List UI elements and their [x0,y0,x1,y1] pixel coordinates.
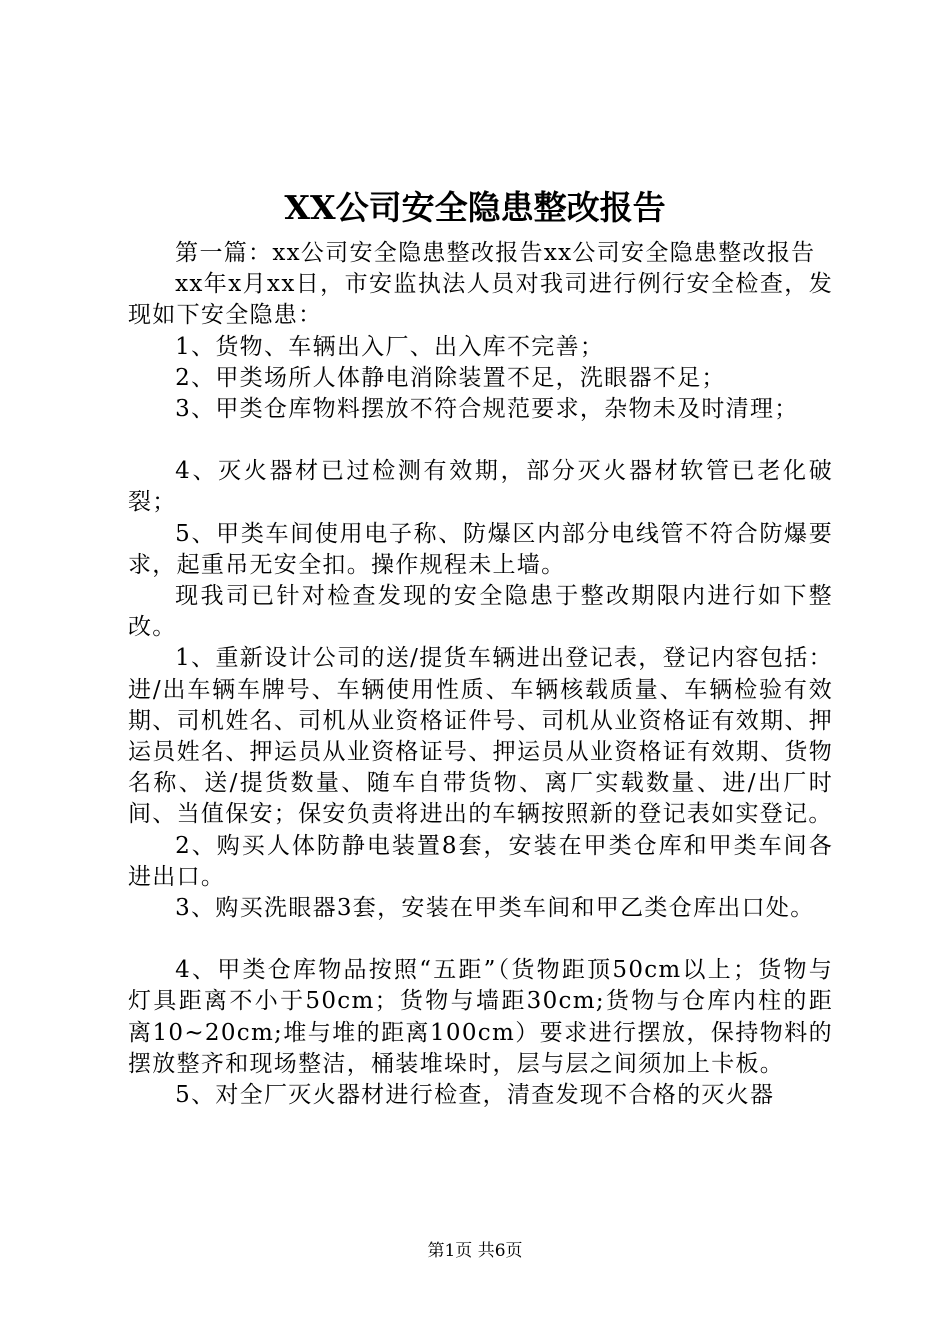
blank-line [128,924,833,955]
rectification-item-4: 4、甲类仓库物品按照“五距”（货物距顶50cm以上；货物与灯具距离不小于50cm；货物与墙距30cm;货物与仓库内柱的距离10~20cm;堆与堆的距离100cm）要求进行摆放，保持物料的摆放整齐和现场整洁，桶装堆垛时，层与层之间须加上卡板。 [128,957,833,1077]
paragraph-inspection: xx年x月xx日，市安监执法人员对我司进行例行安全检查，发现如下安全隐患： [128,271,833,329]
rectification-item-3: 3、购买洗眼器3套，安装在甲类车间和甲乙类仓库出口处。 [175,895,815,922]
rectification-item-1: 1、重新设计公司的送/提货车辆进出登记表，登记内容包括：进/出车辆车牌号、车辆使用性质、车辆核载质量、车辆检验有效期、司机姓名、司机从业资格证件号、司机从业资格证有效期、押运员姓名、押运员从业资格证号、押运员从业资格证有效期、货物名称、送/提货数量、随车自带货物、离厂实载数量、进/出厂时间、当值保安；保安负责将进出的车辆按照新的登记表如实登记。 [128,645,833,828]
hazard-item-4: 4、灭火器材已过检测有效期，部分灭火器材软管已老化破裂； [128,458,833,516]
page-footer: 第1页 共6页 [427,1241,523,1261]
rectification-item-5: 5、对全厂灭火器材进行检查，清查发现不合格的灭火器 [175,1082,775,1109]
hazard-item-3: 3、甲类仓库物料摆放不符合规范要求，杂物未及时清理； [175,396,799,423]
blank-line [128,425,833,456]
paragraph-rectification-intro: 现我司已针对检查发现的安全隐患于整改期限内进行如下整改。 [128,583,833,641]
hazard-item-2: 2、甲类场所人体静电消除装置不足，洗眼器不足； [175,364,726,391]
document-title: XX公司安全隐患整改报告 [284,188,666,227]
document-body [128,238,833,1111]
hazard-item-1: 1、货物、车辆出入厂、出入库不完善； [175,333,605,360]
paragraph-intro: 第一篇：xx公司安全隐患整改报告xx公司安全隐患整改报告 [175,240,816,266]
hazard-item-5: 5、甲类车间使用电子称、防爆区内部分电线管不符合防爆要求，起重吊无安全扣。操作规程未上墙。 [128,520,833,578]
rectification-item-2: 2、购买人体防静电装置8套，安装在甲类仓库和甲类车间各进出口。 [128,832,833,890]
